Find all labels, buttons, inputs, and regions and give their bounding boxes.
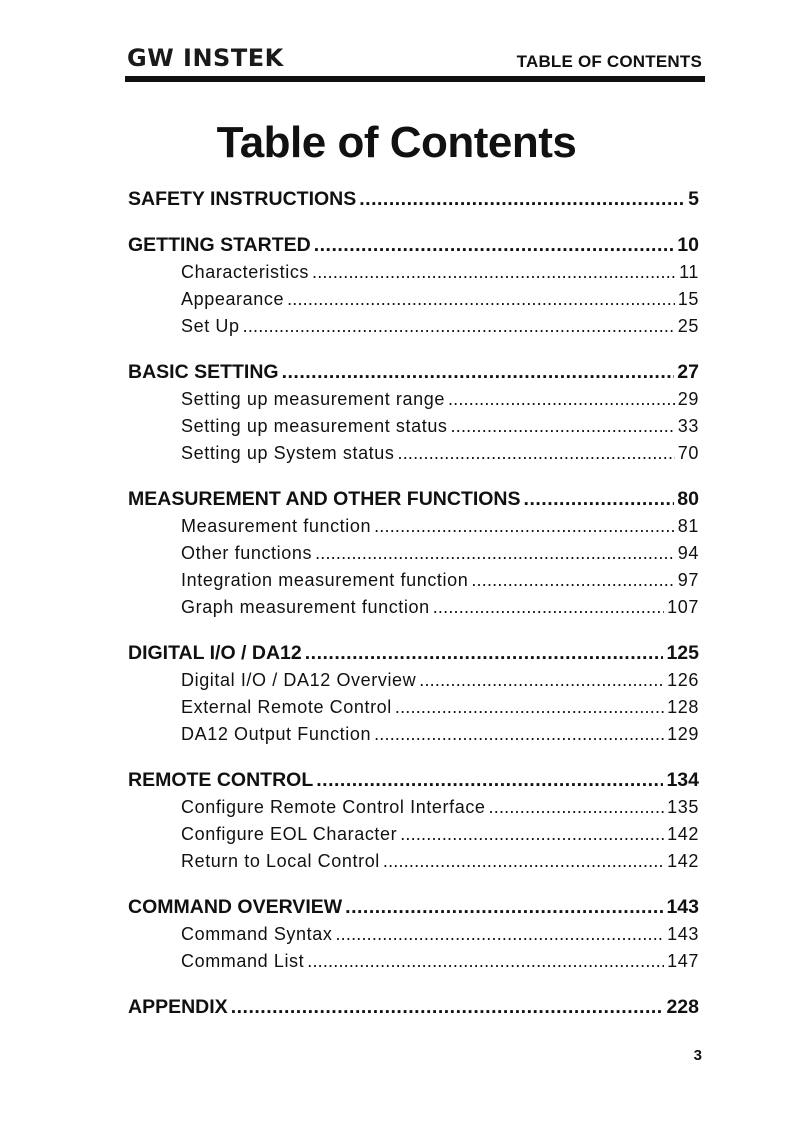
toc-chapter-entry[interactable]	[128, 232, 699, 259]
toc-entry-page: 25	[677, 316, 699, 336]
toc-entry-page: 142	[667, 824, 699, 844]
toc-entry-title: APPENDIX	[128, 996, 228, 1018]
toc-subentry[interactable]	[128, 259, 699, 286]
toc-chapter-entry[interactable]	[128, 767, 699, 794]
toc-section	[128, 640, 699, 748]
toc-entry-title: Configure Remote Control Interface	[181, 797, 486, 817]
toc-entry-title: Setting up System status	[181, 443, 395, 463]
dot-leader	[471, 567, 674, 594]
toc-entry-title: Integration measurement function	[181, 570, 469, 590]
dot-leader	[400, 821, 664, 848]
toc-entry-page: 107	[667, 597, 699, 617]
dot-leader	[314, 232, 675, 259]
toc-entry-title: DA12 Output Function	[181, 724, 372, 744]
toc-entry-title: BASIC SETTING	[128, 361, 279, 383]
toc-entry-title: Command List	[181, 951, 305, 971]
toc-subentry[interactable]	[128, 513, 699, 540]
toc-entry-page: 143	[666, 896, 699, 918]
dot-leader	[359, 186, 685, 213]
toc-subentry[interactable]	[128, 821, 699, 848]
toc-subentry[interactable]	[128, 694, 699, 721]
dot-leader	[398, 440, 675, 467]
toc-chapter-entry[interactable]	[128, 486, 699, 513]
toc-subentry[interactable]	[128, 721, 699, 748]
toc-subentry[interactable]	[128, 286, 699, 313]
toc-entry-title: GETTING STARTED	[128, 234, 311, 256]
toc-entry-title: Appearance	[181, 289, 285, 309]
dot-leader	[383, 848, 664, 875]
toc-entry-page: 70	[677, 443, 699, 463]
toc-subentry[interactable]	[128, 848, 699, 875]
toc-chapter-entry[interactable]	[128, 994, 699, 1021]
toc-chapter-entry[interactable]	[128, 640, 699, 667]
dot-leader	[316, 767, 663, 794]
dot-leader	[419, 667, 664, 694]
toc-entry-page: 27	[677, 361, 699, 383]
dot-leader	[305, 640, 664, 667]
toc-subentry[interactable]	[128, 567, 699, 594]
toc-section	[128, 994, 699, 1021]
toc-entry-title: Measurement function	[181, 516, 372, 536]
toc-entry-title: External Remote Control	[181, 697, 392, 717]
table-of-contents	[128, 186, 699, 1040]
toc-entry-title: DIGITAL I/O / DA12	[128, 642, 302, 664]
toc-chapter-entry[interactable]	[128, 359, 699, 386]
toc-entry-page: 142	[667, 851, 699, 871]
toc-entry-title: COMMAND OVERVIEW	[128, 896, 343, 918]
toc-subentry[interactable]	[128, 594, 699, 621]
dot-leader	[433, 594, 664, 621]
toc-entry-page: 147	[667, 951, 699, 971]
toc-entry-title: Configure EOL Character	[181, 824, 398, 844]
dot-leader	[282, 359, 675, 386]
toc-entry-page: 126	[667, 670, 699, 690]
toc-entry-page: 135	[667, 797, 699, 817]
dot-leader	[395, 694, 664, 721]
toc-section	[128, 767, 699, 875]
toc-entry-title: Digital I/O / DA12 Overview	[181, 670, 417, 690]
toc-entry-page: 134	[666, 769, 699, 791]
toc-chapter-entry[interactable]	[128, 894, 699, 921]
toc-entry-page: 10	[677, 234, 699, 256]
toc-subentry[interactable]	[128, 794, 699, 821]
toc-entry-title: Graph measurement function	[181, 597, 430, 617]
dot-leader	[374, 513, 675, 540]
toc-entry-page: 15	[677, 289, 699, 309]
toc-subentry[interactable]	[128, 440, 699, 467]
dot-leader	[335, 921, 664, 948]
toc-section	[128, 359, 699, 467]
dot-leader	[231, 994, 664, 1021]
toc-entry-title: Return to Local Control	[181, 851, 380, 871]
dot-leader	[524, 486, 675, 513]
toc-entry-page: 94	[677, 543, 699, 563]
page-title: Table of Contents	[216, 118, 577, 167]
dot-leader	[243, 313, 675, 340]
toc-entry-page: 129	[667, 724, 699, 744]
toc-subentry[interactable]	[128, 540, 699, 567]
toc-entry-page: 33	[677, 416, 699, 436]
toc-subentry[interactable]	[128, 948, 699, 975]
toc-subentry[interactable]	[128, 313, 699, 340]
toc-chapter-entry[interactable]	[128, 186, 699, 213]
brand-logo: GW INSTEK	[127, 44, 284, 72]
toc-entry-title: Set Up	[181, 316, 240, 336]
toc-entry-page: 11	[679, 262, 699, 282]
page-number: 3	[693, 1047, 702, 1064]
toc-entry-title: Setting up measurement range	[181, 389, 445, 409]
dot-leader	[307, 948, 664, 975]
dot-leader	[451, 413, 675, 440]
toc-entry-title: Characteristics	[181, 262, 310, 282]
toc-subentry[interactable]	[128, 667, 699, 694]
toc-section	[128, 894, 699, 975]
header-rule	[125, 76, 705, 82]
dot-leader	[315, 540, 675, 567]
toc-entry-page: 5	[688, 188, 699, 210]
toc-entry-title: SAFETY INSTRUCTIONS	[128, 188, 357, 210]
toc-section	[128, 232, 699, 340]
running-header-title: TABLE OF CONTENTS	[516, 52, 702, 71]
dot-leader	[287, 286, 675, 313]
toc-entry-page: 29	[677, 389, 699, 409]
dot-leader	[374, 721, 664, 748]
toc-entry-page: 80	[677, 488, 699, 510]
toc-section	[128, 486, 699, 621]
toc-entry-page: 81	[677, 516, 699, 536]
toc-entry-page: 97	[677, 570, 699, 590]
toc-entry-page: 143	[667, 924, 699, 944]
toc-entry-page: 228	[666, 996, 699, 1018]
toc-section	[128, 186, 699, 213]
dot-leader	[448, 386, 675, 413]
toc-subentry[interactable]	[128, 921, 699, 948]
toc-subentry[interactable]	[128, 413, 699, 440]
toc-entry-title: MEASUREMENT AND OTHER FUNCTIONS	[128, 488, 521, 510]
toc-entry-title: REMOTE CONTROL	[128, 769, 314, 791]
dot-leader	[345, 894, 663, 921]
toc-subentry[interactable]	[128, 386, 699, 413]
dot-leader	[312, 259, 676, 286]
toc-entry-title: Setting up measurement status	[181, 416, 448, 436]
toc-entry-title: Other functions	[181, 543, 313, 563]
toc-entry-title: Command Syntax	[181, 924, 333, 944]
toc-entry-page: 125	[666, 642, 699, 664]
toc-entry-page: 128	[667, 697, 699, 717]
dot-leader	[489, 794, 665, 821]
